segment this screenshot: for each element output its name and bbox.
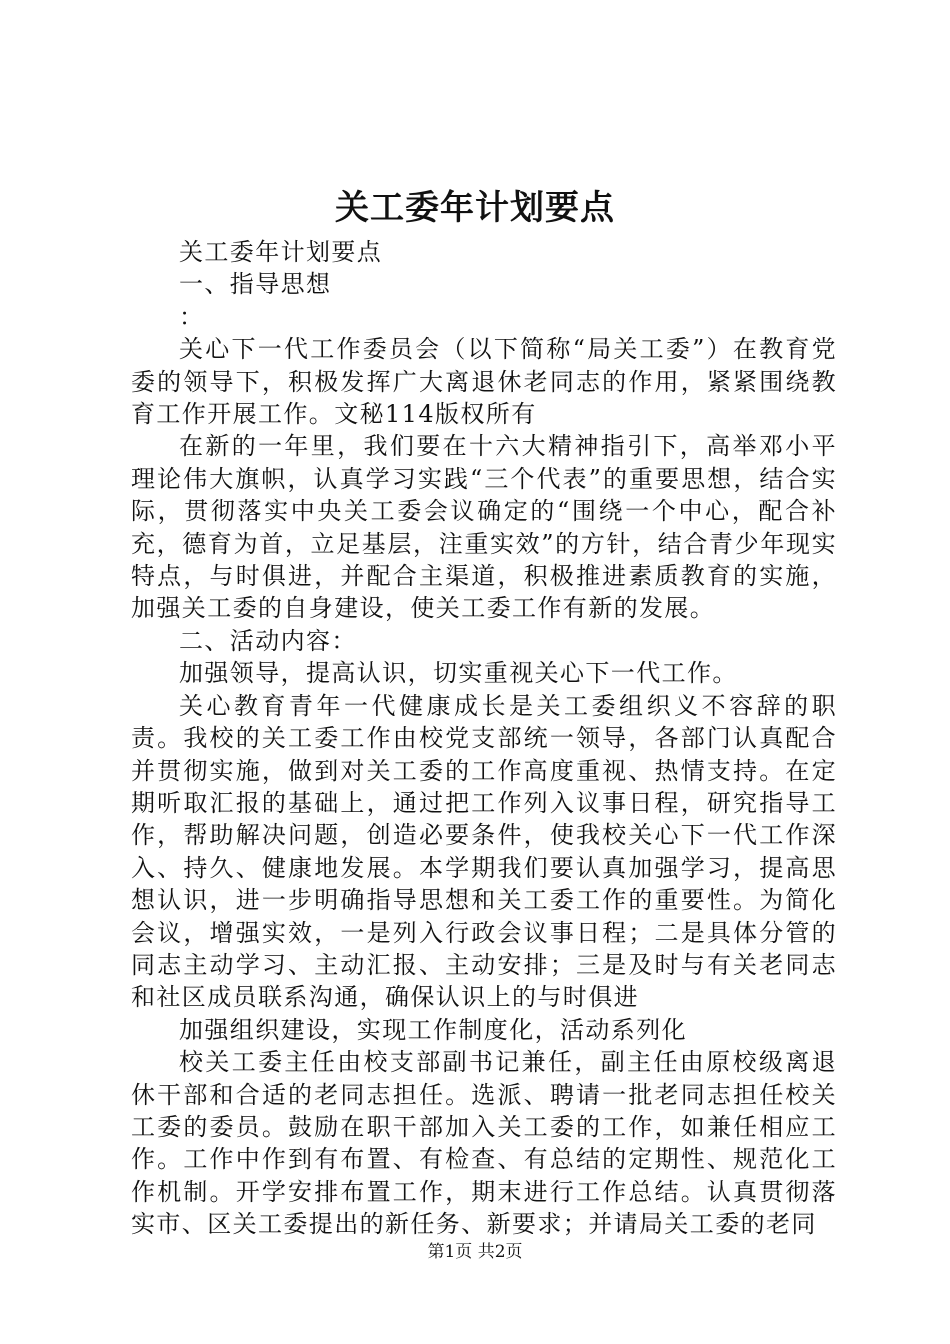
paragraph-heading-guiding-thought: 一、指导思想 [179, 270, 332, 299]
paragraph-new-year: 在新的一年里，我们要在十六大精神指引下，高举邓小平理论伟大旗帜，认真学习实践“三个代表”的重要思想，结合实际，贯彻落实中央关工委会议确定的“围绕一个中心，配合补充，德育为首，立足基层，注重实效”的方针，结合青少年现实特点，与时俱进，并配合主渠道，积极推进素质教育的实施，加强关工委的自身建设，使关工委工作有新的发展。 [131, 432, 837, 623]
document-title: 关工委年计划要点 [335, 188, 615, 228]
paragraph-organization-building: 加强组织建设，实现工作制度化，活动系列化 [179, 1015, 687, 1044]
paragraph-care-education: 关心教育青年一代健康成长是关工委组织义不容辞的职责。我校的关工委工作由校党支部统一领导，各部门认真配合并贯彻实施，做到对关工委的工作高度重视、热情支持。在定期听取汇报的基础上，通过把工作列入议事日程，研究指导工作，帮助解决问题，创造必要条件，使我校关心下一代工作深入、持久、健康地发展。本学期我们要认真加强学习，提高思想认识，进一步明确指导思想和关工委工作的重要性。为简化会议，增强实效，一是列入行政会议事日程；二是具体分管的同志主动学习、主动汇报、主动安排；三是及时与有关老同志和社区成员联系沟通，确保认识上的与时俱进 [131, 691, 837, 1012]
paragraph-intro: 关心下一代工作委员会（以下简称“局关工委”）在教育党委的领导下，积极发挥广大离退休老同志的作用，紧紧围绕教育工作开展工作。文秘114版权所有 [131, 335, 837, 429]
paragraph-colon: ： [179, 302, 205, 331]
document-body [131, 236, 837, 1241]
paragraph-committee-director: 校关工委主任由校支部副书记兼任，副主任由原校级离退休干部和合适的老同志担任。选派、聘请一批老同志担任校关工委的委员。鼓励在职干部加入关工委的工作，如兼任相应工作。工作中作到有布置、有检查、有总结的定期性、规范化工作机制。开学安排布置工作，期末进行工作总结。认真贯彻落实市、区关工委提出的新任务、新要求；并请局关工委的老同 [131, 1048, 837, 1239]
paragraph-heading-activities: 二、活动内容： [179, 626, 357, 655]
paragraph-subtitle: 关工委年计划要点 [179, 238, 383, 266]
paragraph-strengthen-leadership: 加强领导，提高认识，切实重视关心下一代工作。 [179, 659, 738, 688]
page-footer: 第1页 共2页 [427, 1242, 523, 1262]
